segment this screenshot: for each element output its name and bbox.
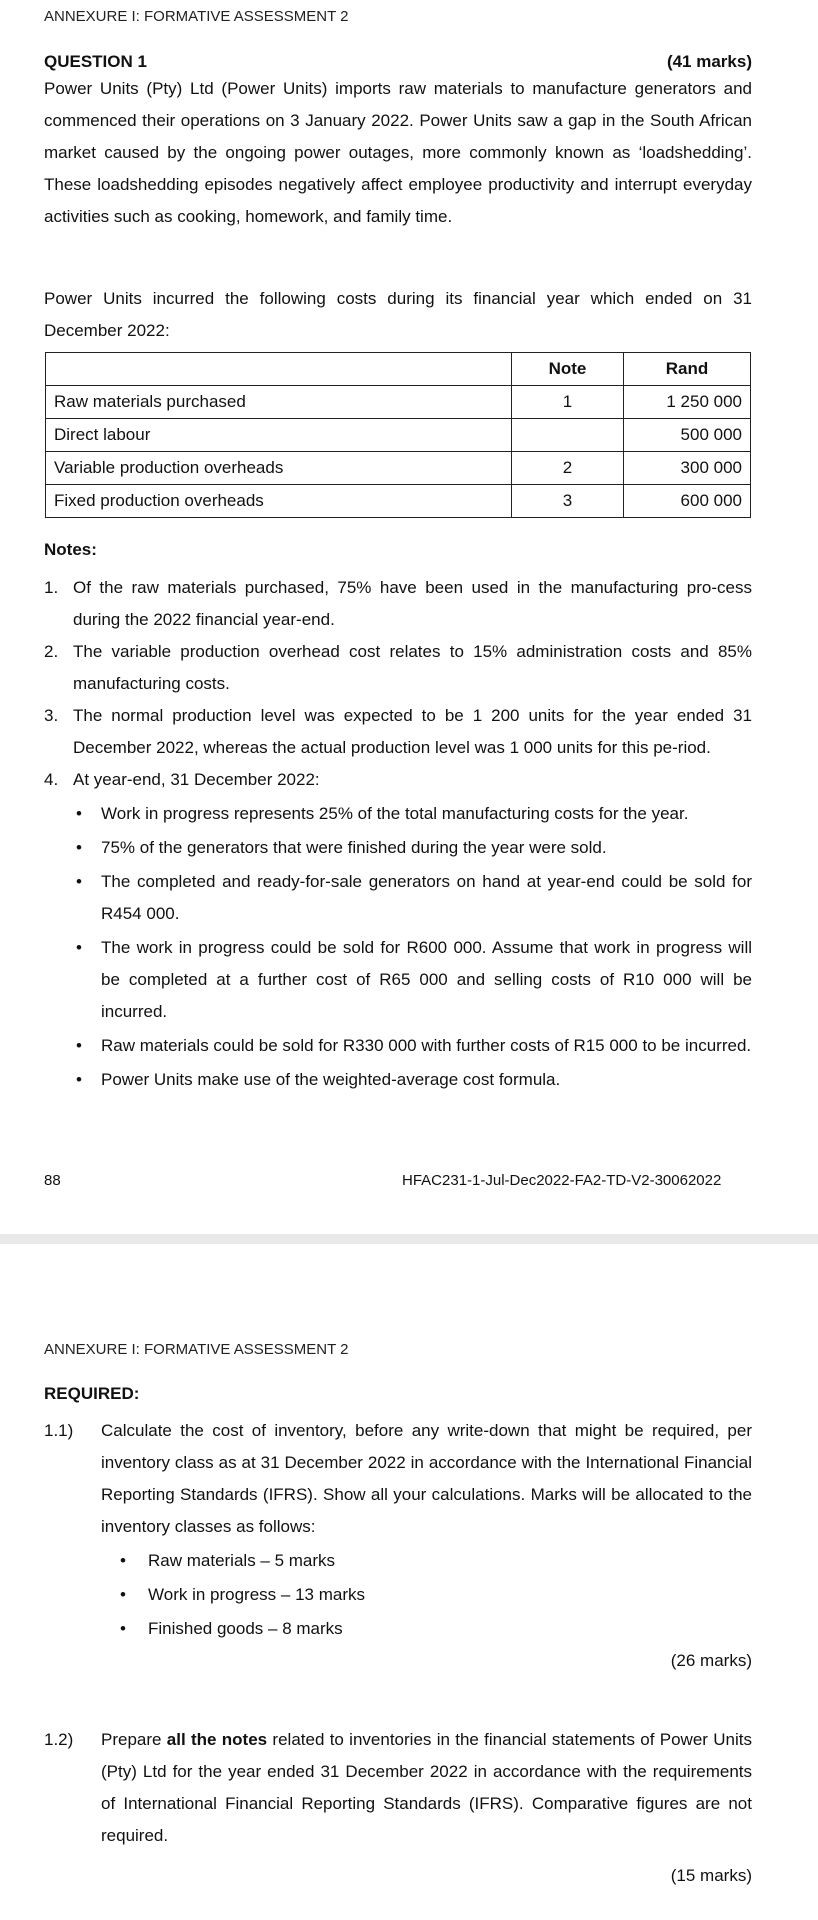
required-heading: REQUIRED:	[44, 1384, 140, 1403]
bullet-item	[44, 1613, 752, 1645]
notes-heading: Notes:	[44, 540, 97, 559]
bullet-icon: •	[120, 1585, 126, 1604]
requirement-marks: (15 marks)	[670, 1866, 752, 1885]
bullet-item	[73, 932, 752, 1028]
row-note: 1	[512, 386, 624, 419]
year-end-bullets	[73, 798, 752, 1096]
requirement-text	[101, 1724, 752, 1852]
mark-allocation-list	[44, 1545, 752, 1645]
bullet-text: Raw materials – 5 marks	[148, 1551, 336, 1570]
requirement-1-2	[44, 1724, 752, 1852]
requirement-number: 1.1)	[44, 1421, 74, 1440]
requirement-number: 1.2)	[44, 1730, 74, 1749]
table-header-row	[46, 353, 751, 386]
notes-list	[44, 572, 752, 1096]
page-header: ANNEXURE I: FORMATIVE ASSESSMENT 2	[44, 1341, 349, 1358]
bullet-text: Power Units make use of the weighted-average cost formula.	[101, 1070, 561, 1089]
bullet-item	[44, 1579, 752, 1611]
bullet-icon: •	[76, 1036, 82, 1055]
bullet-text: Work in progress – 13 marks	[148, 1585, 365, 1604]
intro-paragraph-2: Power Units incurred the following costs during its financial year which ended on 31 December 2022:	[44, 289, 752, 340]
note-item	[44, 700, 752, 764]
page-number: 88	[44, 1172, 61, 1189]
note-item	[44, 572, 752, 636]
row-note: 2	[512, 452, 624, 485]
bullet-icon: •	[76, 838, 82, 857]
note-text: The normal production level was expected to be 1 200 units for the year ended 31 December 2022, whereas the actual production level was 1 000 units for this pe-riod.	[73, 706, 752, 757]
bullet-text: Finished goods – 8 marks	[148, 1619, 343, 1638]
note-text: At year-end, 31 December 2022:	[73, 770, 320, 789]
bullet-icon: •	[76, 1070, 82, 1089]
bullet-text: 75% of the generators that were finished during the year were sold.	[101, 838, 607, 857]
bullet-item	[73, 798, 752, 830]
note-number: 4.	[44, 770, 59, 789]
note-number: 1.	[44, 578, 59, 597]
table-row	[46, 419, 751, 452]
bullet-icon: •	[120, 1619, 126, 1638]
bullet-icon: •	[76, 938, 82, 957]
text-bold: all the notes	[166, 1730, 268, 1749]
table-row	[46, 485, 751, 518]
table-row	[46, 452, 751, 485]
requirement-1-1	[44, 1415, 752, 1645]
question-title: QUESTION 1	[44, 52, 147, 71]
note-text: Of the raw materials purchased, 75% have been used in the manufacturing pro-cess during the 2022 financial year-end.	[73, 578, 752, 629]
row-rand: 500 000	[624, 419, 751, 452]
text-part: Prepare	[101, 1730, 167, 1749]
note-number: 2.	[44, 642, 59, 661]
table-header-note: Note	[512, 353, 624, 386]
bullet-icon: •	[120, 1551, 126, 1570]
bullet-text: Work in progress represents 25% of the total manufacturing costs for the year.	[101, 804, 689, 823]
note-item	[44, 636, 752, 700]
costs-table	[45, 352, 751, 518]
question-marks: (41 marks)	[666, 52, 752, 71]
text-part: related to inventories in the financial statements of Power Units (Pty) Ltd for the year ended 31 December 2022 in accordance with the requirements of International Financial Reporting Standards (IFRS). Comparative figures are not required.	[101, 1730, 752, 1845]
note-text: The variable production overhead cost relates to 15% administration costs and 85% manufacturing costs.	[73, 642, 752, 693]
row-rand: 1 250 000	[624, 386, 751, 419]
row-desc: Fixed production overheads	[46, 485, 512, 518]
page-header: ANNEXURE I: FORMATIVE ASSESSMENT 2	[44, 8, 349, 25]
row-rand: 300 000	[624, 452, 751, 485]
document-code: HFAC231-1-Jul-Dec2022-FA2-TD-V2-30062022	[402, 1172, 722, 1189]
row-note: 3	[512, 485, 624, 518]
bullet-item	[44, 1545, 752, 1577]
row-rand: 600 000	[624, 485, 751, 518]
requirement-marks: (26 marks)	[670, 1651, 752, 1670]
row-desc: Direct labour	[46, 419, 512, 452]
bullet-text: Raw materials could be sold for R330 000 with further costs of R15 000 to be incurred.	[101, 1036, 752, 1055]
table-row	[46, 386, 751, 419]
note-number: 3.	[44, 706, 59, 725]
row-desc: Raw materials purchased	[46, 386, 512, 419]
table-header-rand: Rand	[624, 353, 751, 386]
page-2	[0, 1244, 818, 1920]
bullet-item	[73, 1064, 752, 1096]
bullet-item	[73, 832, 752, 864]
row-desc: Variable production overheads	[46, 452, 512, 485]
intro-paragraph: Power Units (Pty) Ltd (Power Units) imports raw materials to manufacture generators and commenced their operations on 3 January 2022. Power Units saw a gap in the South African market caused by the ongoing power outages, more commonly known as ‘loadshedding’. These loadshedding episodes negatively affect employee productivity and interrupt everyday activities such as cooking, homework, and family time.	[44, 79, 752, 226]
requirement-text: Calculate the cost of inventory, before any write-down that might be required, per inventory class as at 31 December 2022 in accordance with the International Financial Reporting Standards (IFRS). Show all your calculations. Marks will be allocated to the inventory classes as follows:	[101, 1421, 752, 1536]
row-note	[512, 419, 624, 452]
bullet-text: The work in progress could be sold for R600 000. Assume that work in progress will be completed at a further cost of R65 000 and selling costs of R10 000 will be incurred.	[101, 938, 752, 1021]
table-header-desc	[46, 353, 512, 386]
note-item	[44, 764, 752, 1096]
bullet-text: The completed and ready-for-sale generators on hand at year-end could be sold for R454 000.	[101, 872, 752, 923]
bullet-item	[73, 1030, 752, 1062]
bullet-icon: •	[76, 872, 82, 891]
bullet-item	[73, 866, 752, 930]
bullet-icon: •	[76, 804, 82, 823]
question-heading	[44, 52, 752, 72]
